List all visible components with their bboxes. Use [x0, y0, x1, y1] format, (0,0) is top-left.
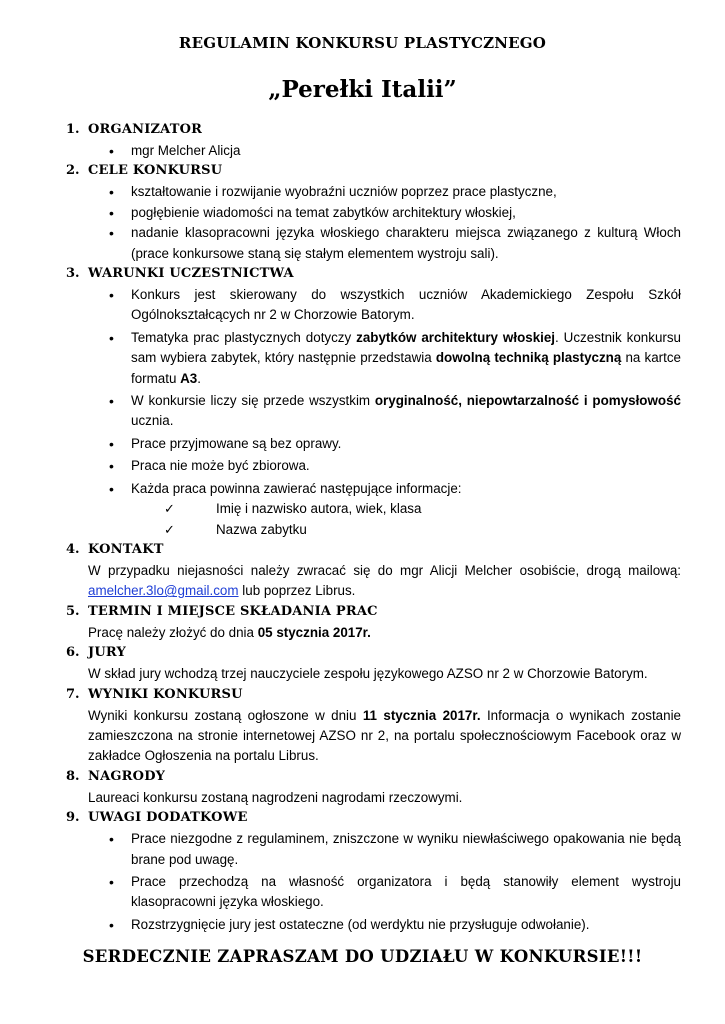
goals-list [66, 182, 681, 264]
prizes-text: Laureaci konkursu zostaną nagrodzeni nagrodami rzeczowymi. [88, 789, 463, 805]
contact-text: W przypadku niejasności należy zwracać się do mgr Alicji Melcher osobiście, drogą mailową: amelcher.3lo@gmail.com lub poprzez Librus. [88, 562, 681, 599]
list-item: • Prace niezgodne z regulaminem, zniszczone w wyniku niewłaściwego opakowania nie będą brane pod uwagę. [66, 829, 681, 870]
section-contact-heading: 4. KONTAKT [66, 541, 164, 557]
check-item: ✓ Imię i nazwisko autora, wiek, klasa [66, 499, 681, 519]
list-item: • Rozstrzygnięcie jury jest ostateczne (od werdyktu nie przysługuje odwołanie). [66, 915, 681, 935]
list-item: • Prace przechodzą na własność organizatora i będą stanowiły element wystroju klasopracowni języka włoskiego. [66, 872, 681, 913]
results-text: Wyniki konkursu zostaną ogłoszone w dniu 11 stycznia 2017r. Informacja o wynikach zostanie zamieszczona na stronie internetowej AZSO nr 2, na portalu społecznościowym Facebook oraz w zakładce Ogłoszenia na portalu Librus. [88, 707, 681, 764]
list-item: • nadanie klasopracowni języka włoskiego charakteru miejsca związanego z kulturą Włoch (prace konkursowe staną się stałym elementem wystroju sali). [66, 223, 681, 264]
section-jury-heading: 6. JURY [66, 645, 126, 661]
list-item: • mgr Melcher Alicja [66, 141, 681, 161]
remarks-list [66, 829, 681, 935]
section-remarks-heading: 9. UWAGI DODATKOWE [66, 810, 248, 826]
section-organizer-heading: 1. ORGANIZATOR [66, 122, 203, 137]
section-deadline-heading: 5. TERMIN I MIEJSCE SKŁADANIA PRAC [66, 603, 378, 619]
check-item: ✓ Nazwa zabytku [66, 520, 681, 540]
checkmark-icon: ✓ [164, 521, 175, 537]
contest-name: „Perełki Italii” [268, 76, 457, 103]
conditions-list [66, 285, 681, 499]
section-goals-heading: 2. CELE KONKURSU [66, 163, 223, 179]
list-item: • Praca nie może być zbiorowa. [66, 456, 681, 476]
closing-invitation: SERDECZNIE ZAPRASZAM DO UDZIAŁU W KONKURSIE!!! [82, 947, 643, 966]
organizer-list [66, 141, 681, 161]
checkmark-icon: ✓ [164, 501, 175, 517]
rules-content [66, 120, 681, 935]
section-prizes-heading: 8. NAGRODY [66, 768, 166, 784]
jury-text: W skład jury wchodzą trzej nauczyciele zespołu językowego AZSO nr 2 w Chorzowie Batorym. [88, 666, 648, 682]
list-item: • pogłębienie wiadomości na temat zabytków architektury włoskiej, [66, 203, 681, 223]
list-item: • W konkursie liczy się przede wszystkim oryginalność, niepowtarzalność i pomysłowość ucznia. [66, 391, 681, 432]
section-results-heading: 7. WYNIKI KONKURSU [66, 686, 243, 702]
list-item: • Tematyka prac plastycznych dotyczy zabytków architektury włoskiej. Uczestnik konkursu sam wybiera zabytek, który następnie przedstawia dowolną techniką plastyczną na kartce formatu A3. [66, 328, 681, 389]
list-item: • Każda praca powinna zawierać następujące informacje: [66, 479, 681, 499]
section-conditions-heading: 3. WARUNKI UCZESTNICTWA [66, 266, 294, 282]
list-item: • Konkurs jest skierowany do wszystkich uczniów Akademickiego Zespołu Szkół Ogólnokształcących nr 2 w Chorzowie Batorym. [66, 285, 681, 326]
deadline-text: Pracę należy złożyć do dnia 05 stycznia 2017r. [88, 624, 371, 640]
list-item: • kształtowanie i rozwijanie wyobraźni uczniów poprzez prace plastyczne, [66, 182, 681, 202]
document-title: REGULAMIN KONKURSU PLASTYCZNEGO [178, 34, 547, 52]
email-link[interactable]: amelcher.3lo@gmail.com [88, 583, 239, 599]
list-item: • Prace przyjmowane są bez oprawy. [66, 434, 681, 454]
required-info-list [66, 499, 681, 540]
